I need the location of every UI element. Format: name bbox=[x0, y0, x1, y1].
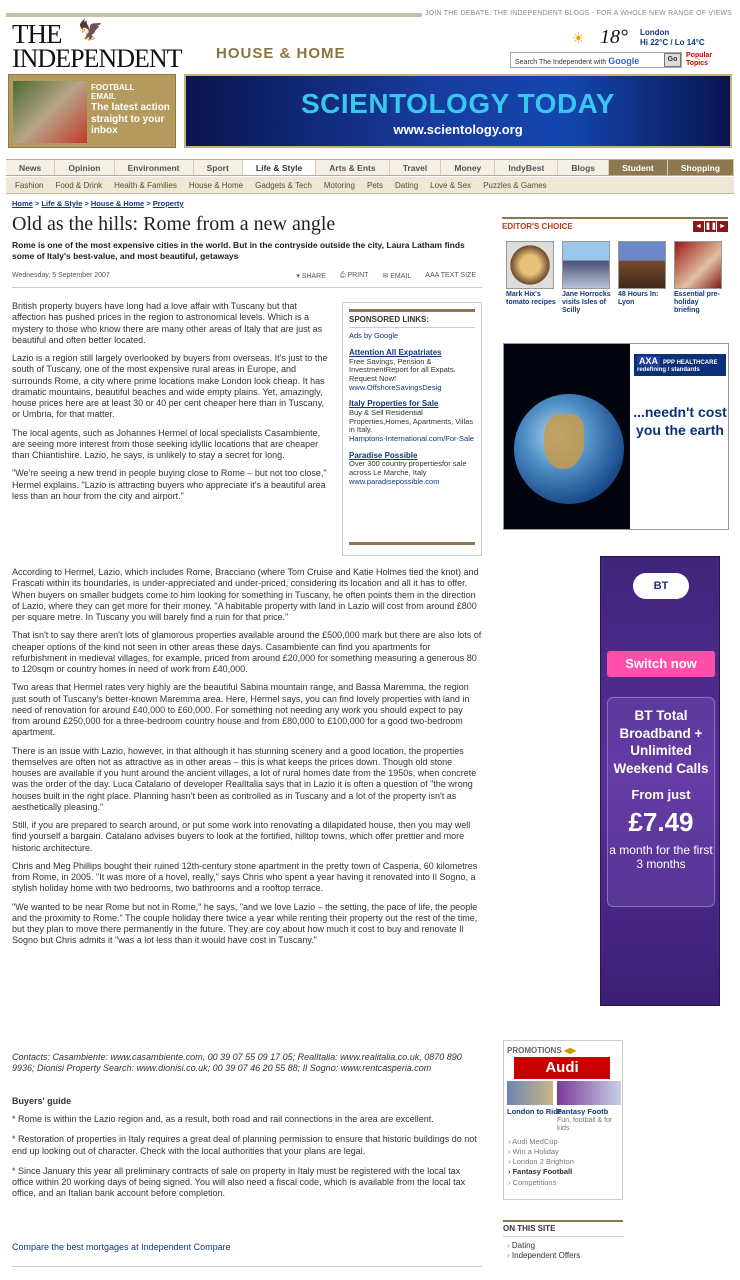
main-nav bbox=[6, 159, 734, 176]
article-bottom-rule bbox=[12, 1266, 482, 1267]
weather-temp: 18° bbox=[600, 26, 628, 48]
weather-widget[interactable] bbox=[572, 26, 732, 50]
sponsored-item[interactable]: Attention All Expatriates Free Savings, Pension & InvestmentReport for all Expats. Request Now! www.OffshoreSavingsDesig bbox=[349, 348, 456, 392]
football-email-tagline: The latest action straight to your inbox bbox=[91, 102, 170, 136]
subnav-puzzles-games[interactable]: Puzzles & Games bbox=[483, 181, 547, 190]
search-label: Search The Independent with bbox=[515, 59, 607, 66]
promotions-links bbox=[508, 1137, 574, 1188]
share-button[interactable]: ▾ SHARE bbox=[296, 273, 326, 280]
nav-opinion[interactable]: Opinion bbox=[55, 160, 114, 175]
buyers-guide-heading: Buyers' guide bbox=[12, 1096, 72, 1106]
editors-pick[interactable]: 48 Hours In: Lyon bbox=[618, 241, 668, 307]
bt-switch-now-button[interactable]: Switch now bbox=[607, 651, 715, 677]
popular-topics-line2: Topics bbox=[686, 59, 709, 67]
football-photo bbox=[13, 81, 87, 143]
promotions-box bbox=[503, 1040, 623, 1200]
bt-logo: BT bbox=[633, 573, 689, 599]
scientology-banner-ad[interactable] bbox=[184, 74, 732, 148]
nav-money[interactable]: Money bbox=[441, 160, 495, 175]
nav-blogs[interactable]: Blogs bbox=[558, 160, 609, 175]
fantasy-football-caption[interactable]: Fantasy Footb bbox=[557, 1108, 609, 1116]
pick-thumbnail bbox=[674, 241, 722, 289]
banner-headline: SCIENTOLOGY TODAY bbox=[301, 88, 615, 119]
breadcrumb-home[interactable]: Home bbox=[12, 199, 33, 208]
weather-sun-icon: ☀ bbox=[572, 30, 585, 46]
bt-price: £7.49 bbox=[628, 807, 694, 837]
article-paragraph: There is an issue with Lazio, however, in that although it has stunning scenery and a good location, the properties themselves are often not as attractive as in other areas – this is what keeps the prices down. Though old stone houses are available if you hunt around the ancient villages, a lot of rural homes date from the 1950s, when concrete was the order of the day. Luca Catalano of developer RealItalia says that in Lazio it is often a question of "the wrong houses built in the right place. Planning hasn't been as controlled as in Tuscany and a lot of the property isn't as aesthetically pleasing." bbox=[12, 745, 477, 812]
nav-shopping[interactable]: Shopping bbox=[668, 160, 734, 175]
axa-ad-message: ...needn't cost you the earth bbox=[633, 404, 727, 438]
article-paragraph: The local agents, such as Johannes Hermel of local specialists Casambiente, are seeing more interest from those seeking idyllic locations that are cheaper than Chiantishire. Lazio, he says, is unlikely to stay a secret for long. bbox=[12, 427, 321, 460]
prev-arrow-icon[interactable]: ◄ bbox=[693, 221, 704, 232]
eagle-icon: 🦅 bbox=[78, 20, 103, 42]
promo-link[interactable]: › Fantasy Football bbox=[508, 1167, 573, 1177]
article-paragraph: That isn't to say there aren't lots of glamorous properties available around the £500,000 mark but there are also lots of cheaper options of the kind not seen in other areas these days. Casambiente can find you apartments for refurbishment in medieval villages, for example, priced from around £20,000 for something measuring a generous 80 to 120sqm or country homes in need of work from £40,000. bbox=[12, 630, 482, 674]
blogs-promo-link[interactable]: JOIN THE DEBATE: THE INDEPENDENT BLOGS - FOR A WHOLE NEW RANGE OF VIEWS bbox=[425, 10, 732, 17]
promo-link[interactable]: › Audi MedCup bbox=[508, 1137, 558, 1146]
editors-choice bbox=[502, 217, 728, 327]
site-link[interactable]: › Dating bbox=[507, 1241, 623, 1251]
earth-land-image bbox=[544, 414, 584, 469]
google-logo: Google bbox=[608, 56, 640, 66]
article-paragraph: British property buyers have long had a love affair with Tuscany but that affection has pushed prices in the region to astronomical levels. Which is a mystery to those who know there are many other areas of Italy that are just as beautiful and often better located. bbox=[12, 301, 323, 345]
article-paragraph: Chris and Meg Phillips bought their ruined 12th-century stone apartment in the pretty town of Casperia, 60 kilometres from Rome, in 2005. "It was more of a hovel, really," says Chris who spent a year having it renovated into Il Sogno, a stylish holiday home with two bedrooms, two bathrooms and a rooftop terrace. bbox=[12, 860, 478, 894]
audi-promo[interactable]: Audi bbox=[514, 1057, 610, 1079]
on-this-site-title: ON THIS SITE bbox=[503, 1220, 623, 1237]
article-paragraph: "We're seeing a new trend in people buying close to Rome – but not too close," Hermel explains. "Lazio is attracting buyers who appreciate it's a beautiful area less than an hour from the city and airport." bbox=[12, 468, 327, 501]
sponsored-item[interactable]: Italy Properties for Sale Buy & Sell Residential Properties,Homes, Apartments, Villas in Italy. Hamptons-International.com/For-Sale bbox=[349, 399, 475, 443]
subnav-food-drink[interactable]: Food & Drink bbox=[55, 181, 103, 190]
print-button[interactable]: ⎙ PRINT bbox=[339, 272, 369, 279]
article-contacts: Contacts: Casambiente: www.casambiente.com, 00 39 07 55 09 17 05; RealItalia: www.realitalia.co.uk, 0870 890 9936; Dionisi Property Search: www.dionisi.co.uk; 00 39 07 46 20 55 88; Il Sogno: www.rentcasperia.com bbox=[12, 1052, 462, 1074]
search-go-button[interactable]: Go bbox=[664, 53, 681, 67]
popular-topics-line1: Popular bbox=[686, 52, 713, 59]
sponsored-item[interactable]: Paradise Possible Over 300 country propertiesfor sale across Le Marche, Italy www.paradisepossible.com bbox=[349, 450, 467, 486]
subnav-gadgets-tech[interactable]: Gadgets & Tech bbox=[255, 181, 312, 190]
sponsored-links bbox=[342, 302, 482, 556]
article-dateline bbox=[12, 272, 482, 288]
editors-choice-controls bbox=[693, 221, 728, 232]
nav-student[interactable]: Student bbox=[609, 160, 668, 175]
top-strip-rule bbox=[6, 13, 422, 17]
bt-period: a month for the first 3 months bbox=[609, 843, 713, 872]
subnav-dating[interactable]: Dating bbox=[395, 181, 419, 190]
nav-arts-ents[interactable]: Arts & Ents bbox=[316, 160, 389, 175]
sponsored-rule-top bbox=[349, 309, 475, 312]
buyers-guide bbox=[12, 1114, 482, 1209]
article-paragraph: "We wanted to be near Rome but not in Rome," he says, "and we love Lazio – the setting, the pace of life, the people and the proximity to Rome." The couple holiday there twice a year while renting their property out the rest of the time, but they plan to move there permanently in the future. They are coy about how much it cost to buy and renovate Il Sogno but Chris admits it "was a lot less than it would have cost in Tuscany." bbox=[12, 901, 478, 946]
search-input[interactable] bbox=[510, 52, 682, 68]
nav-sport[interactable]: Sport bbox=[194, 160, 243, 175]
sub-nav bbox=[6, 177, 734, 194]
fantasy-football-image[interactable] bbox=[557, 1081, 621, 1105]
article-paragraph: According to Hermel, Lazio, which includes Rome, Bracciano (where Tom Cruise and Katie Holmes tied the knot) and Frascati within its boundaries, is under-appreciated and under-priced, considering its location and all it has to offer. When buyers on smaller budgets come to him looking for something in Tuscany, he often points them in the direction of Lazio, where they can get more for their money. "A habitable property with land in Lazio will cost from around £800 per square metre. In Tuscany you will barely find a ruin for that price." bbox=[12, 567, 479, 622]
nav-travel[interactable]: Travel bbox=[390, 160, 442, 175]
subnav-pets[interactable]: Pets bbox=[367, 181, 384, 190]
compare-mortgages-link[interactable]: Compare the best mortgages at Independent Compare bbox=[12, 1242, 231, 1252]
site-logo[interactable] bbox=[12, 19, 202, 74]
article-paragraph: Lazio is a region still largely overlooked by buyers from overseas. It's just to the south of Tuscany, one of the most expensive rural areas in Europe, and surrounds Rome, a city where prime locations make London look cheap. It has dramatic mountains, beautiful beaches and wide empty plains. Yet, amazingly, house prices here are at least 30 or 40 per cent cheaper here than in Tuscany, or Umbria, for that matter. bbox=[12, 353, 328, 420]
subnav-love-sex[interactable]: Love & Sex bbox=[430, 181, 472, 190]
on-this-site-links bbox=[503, 1241, 623, 1262]
breadcrumb: Home > Life & Style > House & Home > Property bbox=[12, 199, 184, 208]
pick-thumbnail bbox=[506, 241, 554, 289]
section-title: HOUSE & HOME bbox=[216, 45, 346, 62]
nav-news[interactable]: News bbox=[6, 160, 55, 175]
breadcrumb-life-style[interactable]: Life & Style bbox=[41, 199, 83, 208]
article-paragraph: Two areas that Hermel rates very highly are the beautiful Sabina mountain range, and Bassa Maremma, the region just south of Tuscany's better-known Maremma area. Here, Hermel says, you can find lovely properties with land in need of renovation for around £40,000 to £60,000. For something not needing any work you should expect to pay from around £250,000 for a three-bedroom country house and from £80,000 to £100,000 for a good two-bedroom apartment. bbox=[12, 682, 470, 738]
guide-item: * Restoration of properties in Italy requires a great deal of planning permission to ensure that historic buildings do not end up looking out of character. Check with the local authorities that your plans are legal. bbox=[12, 1134, 477, 1156]
site-link[interactable]: › Independent Offers bbox=[507, 1251, 623, 1261]
editors-choice-title: EDITOR'S CHOICE bbox=[502, 222, 573, 231]
subnav-house-home[interactable]: House & Home bbox=[188, 181, 244, 190]
weather-hilo: Hi 22°C / Lo 14°C bbox=[640, 38, 705, 47]
football-email-label: FOOTBALL EMAIL bbox=[91, 83, 135, 102]
article-headline: Old as the hills: Rome from a new angle bbox=[12, 213, 336, 235]
subnav-fashion[interactable]: Fashion bbox=[15, 181, 44, 190]
axa-logo: AXA PPP HEALTHCARE redefining / standards bbox=[634, 354, 726, 376]
editors-choice-header bbox=[502, 217, 728, 235]
pick-thumbnail bbox=[618, 241, 666, 289]
football-email-promo[interactable] bbox=[8, 74, 176, 148]
on-this-site bbox=[503, 1220, 623, 1270]
pause-icon[interactable]: ❚❚ bbox=[705, 223, 717, 230]
fantasy-football-subcaption: Fun, football & for kids bbox=[557, 1117, 613, 1133]
promotions-header bbox=[507, 1044, 619, 1058]
promo-link[interactable]: › London 2 Brighton bbox=[508, 1157, 574, 1167]
subnav-health-families[interactable]: Health & Families bbox=[114, 181, 177, 190]
logo-line-2: INDEPENDENT bbox=[12, 44, 182, 73]
guide-item: * Rome is within the Lazio region and, as a result, both road and rail connections in the area are excellent. bbox=[12, 1114, 434, 1124]
popular-topics-link[interactable] bbox=[686, 52, 712, 67]
bt-broadband-ad[interactable] bbox=[600, 556, 720, 1006]
breadcrumb-property[interactable]: Property bbox=[152, 199, 184, 208]
promo-link[interactable]: › Win a Holiday bbox=[508, 1147, 559, 1157]
top-strip bbox=[0, 0, 740, 20]
subnav-motoring[interactable]: Motoring bbox=[323, 181, 355, 190]
article-body-top bbox=[12, 301, 332, 509]
bt-from-text: From just bbox=[631, 787, 691, 802]
nav-indybest[interactable]: IndyBest bbox=[495, 160, 558, 175]
breadcrumb-house-home[interactable]: House & Home bbox=[90, 199, 145, 208]
bt-offer-text: BT Total Broadband + Unlimited Weekend Calls bbox=[613, 708, 709, 776]
promo-link[interactable]: › Competitions bbox=[508, 1177, 557, 1187]
pick-thumbnail bbox=[562, 241, 610, 289]
weather-city: London bbox=[640, 28, 670, 37]
sponsored-title: SPONSORED LINKS: bbox=[349, 315, 475, 328]
article-standfirst: Rome is one of the most expensive cities in the world. But in the contryside outside the city, Laura Latham finds some of Italy's best-value, and most beautiful, getaways bbox=[12, 240, 465, 262]
article-tools bbox=[296, 272, 476, 280]
article-date: Wednesday, 5 September 2007 bbox=[12, 272, 110, 279]
article-paragraph: Still, if you are prepared to search around, or put some work into renovating a dilapidated house, then you may well find yourself a bargain. Catalano advises buyers to look at the fortified, hilltop towns, which offer prettier and more historic architecture. bbox=[12, 820, 471, 853]
editors-pick[interactable]: Jane Horrocks visits Isles of Scilly bbox=[562, 241, 612, 315]
banner-url: www.scientology.org bbox=[393, 122, 523, 137]
editors-pick[interactable]: Essential pre-holiday briefing bbox=[674, 241, 724, 315]
ads-by-google-link[interactable]: Ads by Google bbox=[349, 331, 399, 340]
article-body-main bbox=[12, 567, 482, 954]
email-button[interactable]: ✉ EMAIL bbox=[382, 273, 412, 280]
axa-ppp-ad[interactable] bbox=[503, 343, 729, 530]
text-size-button[interactable]: AAA TEXT SIZE bbox=[425, 272, 476, 279]
editors-pick[interactable]: Mark Hix's tomato recipes bbox=[506, 241, 556, 307]
guide-item: * Since January this year all preliminary contracts of sale on property in Italy must be registered with the local tax office within 20 working days of being signed. You will also need a fiscal code, which is available from the local tax office, and an Italian bank account before completion. bbox=[12, 1165, 466, 1199]
sponsored-rule-bottom bbox=[349, 542, 475, 545]
nav-life-style[interactable]: Life & Style bbox=[243, 160, 316, 175]
london-ride-image[interactable] bbox=[507, 1081, 553, 1105]
logo-line-1: THE bbox=[12, 19, 62, 49]
promotions-title: PROMOTIONS bbox=[507, 1046, 562, 1055]
london-ride-caption[interactable]: London to Ride bbox=[507, 1107, 562, 1116]
nav-environment[interactable]: Environment bbox=[115, 160, 194, 175]
promotions-arrows-icon[interactable]: ◀▶ bbox=[563, 1046, 577, 1055]
next-arrow-icon[interactable]: ► bbox=[717, 221, 728, 232]
